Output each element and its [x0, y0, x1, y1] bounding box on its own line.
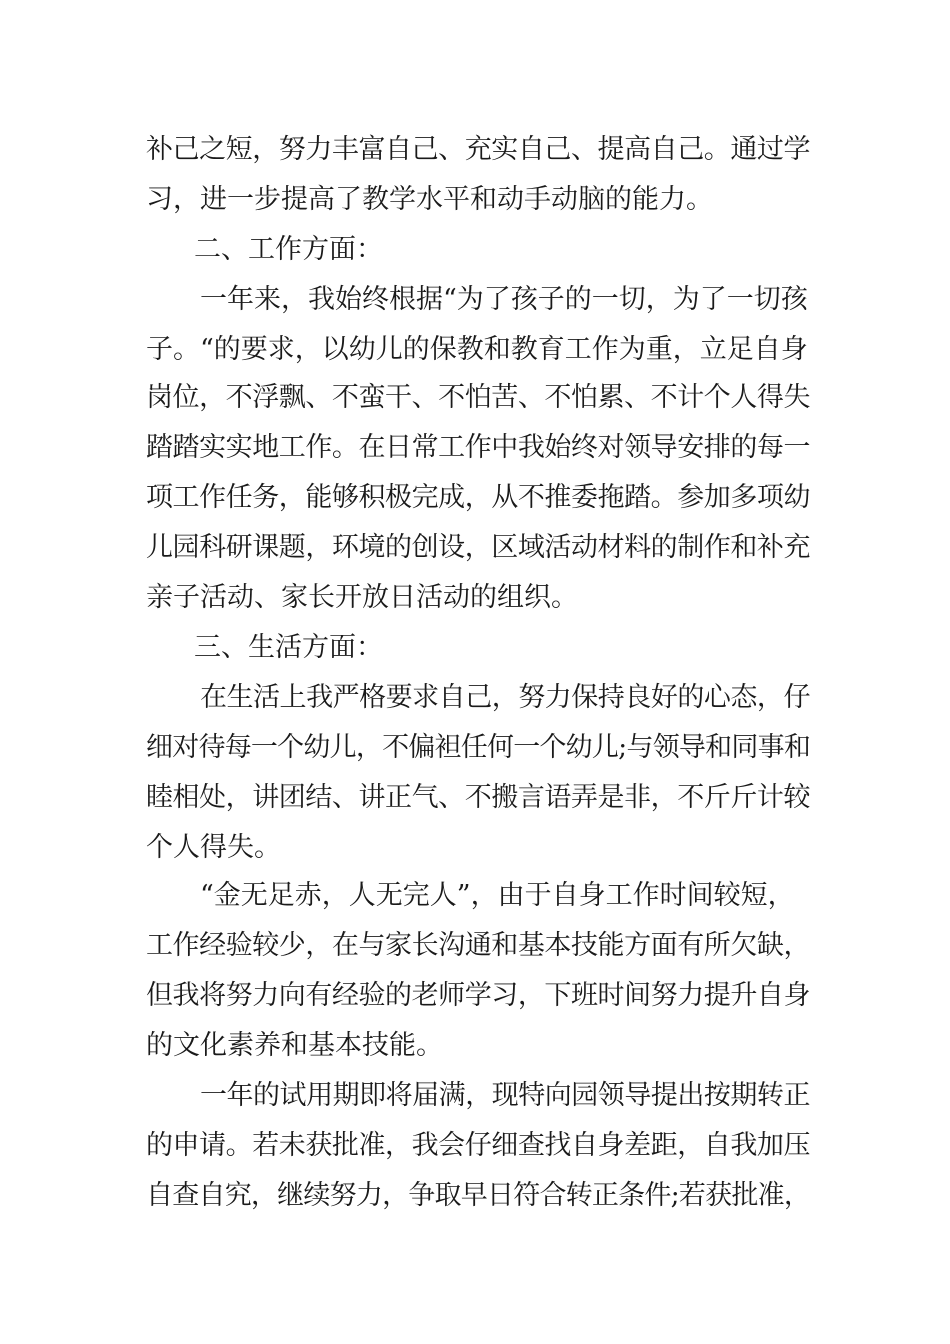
- text-line: 细对待每一个幼儿，不偏袒任何一个幼儿;与领导和同事和: [146, 732, 811, 763]
- text-line: 项工作任务，能够积极完成，从不推委拖踏。参加多项幼: [146, 482, 810, 513]
- text-line: 补己之短，努力丰富自己、充实自己、提高自己。通过学: [146, 134, 810, 165]
- text-line: 岗位，不浮飘、不蛮干、不怕苦、不怕累、不计个人得失: [146, 382, 810, 413]
- text-line: 但我将努力向有经验的老师学习，下班时间努力提升自身: [146, 980, 810, 1011]
- text-line: 的申请。若未获批准，我会仔细查找自身差距，自我加压: [146, 1130, 810, 1161]
- text-line: 在生活上我严格要求自己，努力保持良好的心态，仔: [200, 682, 810, 713]
- text-line: 亲子活动、家长开放日活动的组织。: [146, 582, 578, 613]
- text-line: 工作经验较少，在与家长沟通和基本技能方面有所欠缺，: [146, 930, 810, 961]
- text-line: 的文化素养和基本技能。: [146, 1030, 443, 1061]
- text-line: 儿园科研课题，环境的创设，区域活动材料的制作和补充: [146, 532, 810, 563]
- text-line: 踏踏实实地工作。在日常工作中我始终对领导安排的每一: [146, 432, 810, 463]
- text-line: 一年的试用期即将届满，现特向园领导提出按期转正: [200, 1080, 810, 1111]
- section-heading: 三、生活方面：: [194, 632, 383, 663]
- text-line: 睦相处，讲团结、讲正气、不搬言语弄是非，不斤斤计较: [146, 782, 810, 813]
- text-line: 自查自究，继续努力，争取早日符合转正条件;若获批准，: [146, 1180, 811, 1211]
- section-heading: 二、工作方面：: [194, 234, 383, 265]
- text-line: “金无足赤，人无完人”，由于自身工作时间较短，: [200, 880, 795, 911]
- text-line: 子。“的要求，以幼儿的保教和教育工作为重，立足自身: [146, 334, 808, 365]
- text-line: 一年来，我始终根据“为了孩子的一切，为了一切孩: [200, 284, 808, 315]
- text-line: 习，进一步提高了教学水平和动手动脑的能力。: [146, 184, 713, 215]
- text-line: 个人得失。: [146, 832, 281, 863]
